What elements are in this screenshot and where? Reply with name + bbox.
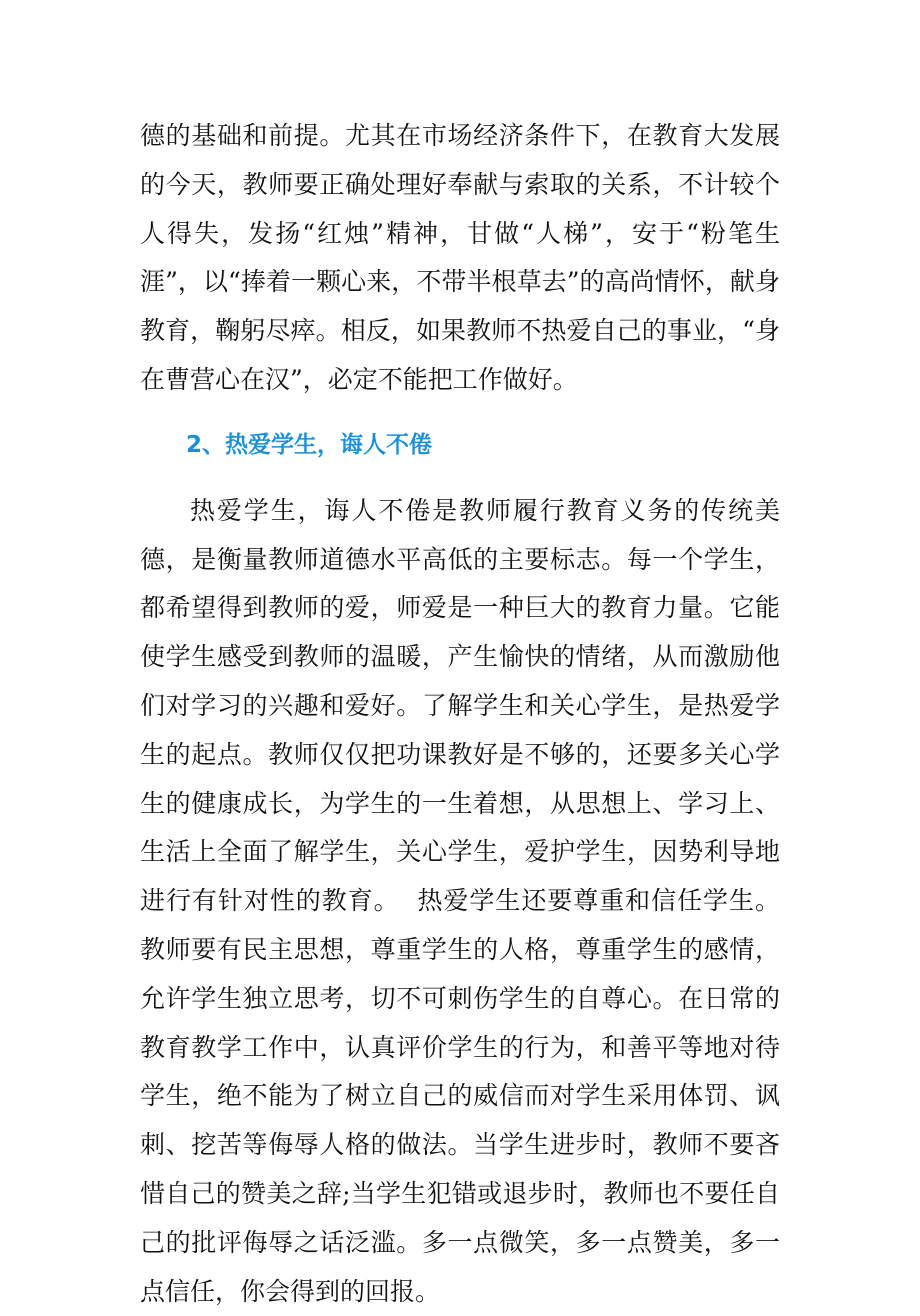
section-heading: 2、热爱学生，诲人不倦: [186, 431, 433, 458]
document-body: [140, 112, 780, 1316]
paragraph-continuation: 德的基础和前提。尤其在市场经济条件下，在教育大发展的今天，教师要正确处理好奉献与索取的关系，不计较个人得失，发扬“红烛”精神，甘做“人梯”，安于“粉笔生涯”，以“捧着一颗心来，不带半根草去”的高尚情怀，献身教育，鞠躬尽瘁。相反，如果教师不热爱自己的事业，“身在曹营心在汉”，必定不能把工作做好。: [140, 121, 780, 394]
paragraph-love-students: 热爱学生，诲人不倦是教师履行教育义务的传统美德，是衡量教师道德水平高低的主要标志。每一个学生，都希望得到教师的爱，师爱是一种巨大的教育力量。它能使学生感受到教师的温暖，产生愉快的情绪，从而激励他们对学习的兴趣和爱好。了解学生和关心学生，是热爱学生的起点。教师仅仅把功课教好是不够的，还要多关心学生的健康成长，为学生的一生着想，从思想上、学习上、生活上全面了解学生，关心学生，爱护学生，因势利导地进行有针对性的教育。 热爱学生还要尊重和信任学生。教师要有民主思想，尊重学生的人格，尊重学生的感情，允许学生独立思考，切不可刺伤学生的自尊心。在日常的教育教学工作中，认真评价学生的行为，和善平等地对待学生，绝不能为了树立自己的威信而对学生采用体罚、讽刺、挖苦等侮辱人格的做法。当学生进步时，教师不要吝惜自己的赞美之辞;当学生犯错或退步时，教师也不要任自己的批评侮辱之话泛滥。多一点微笑，多一点赞美，多一点信任，你会得到的回报。: [140, 495, 780, 1306]
